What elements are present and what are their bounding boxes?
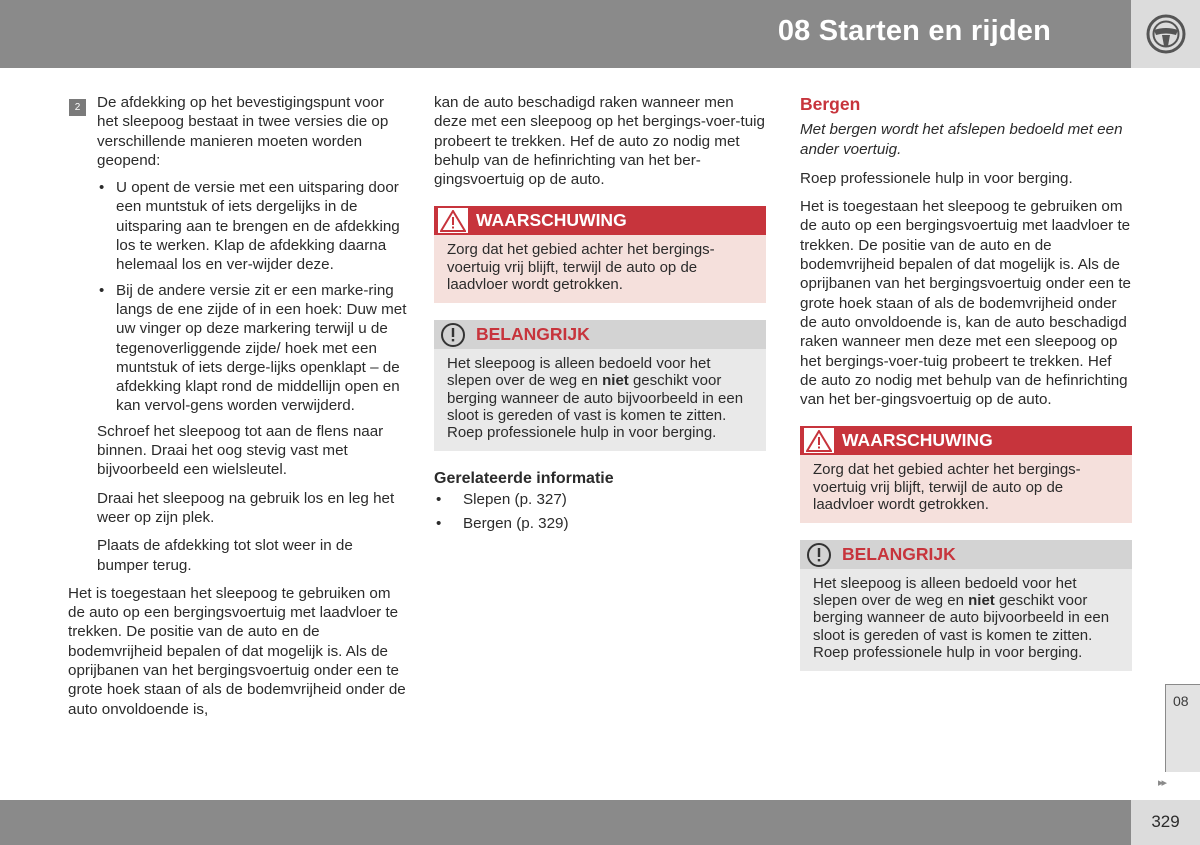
important-text-part: geschikt voor berging wanneer de auto bijvoorbeeld in een sloot is gereden of vast is komen te zitten. Roep professionele hulp in voor berging. — [447, 372, 744, 441]
related-list — [434, 490, 766, 533]
important-title: BELANGRIJK — [842, 543, 956, 564]
warning-header — [434, 206, 766, 235]
warning-text: Zorg dat het gebied achter het bergings-voertuig vrij blijft, terwijl de auto op de laadvloer wordt getrokken. — [800, 455, 1132, 523]
paragraph: Roep professionele hulp in voor berging. — [800, 169, 1073, 187]
exclamation-circle-icon — [438, 322, 468, 347]
related-link-slepen[interactable]: • Slepen (p. 327) — [434, 490, 766, 509]
step-2 — [68, 93, 408, 170]
paragraph: Plaats de afdekking tot slot weer in de bumper terug. — [97, 537, 353, 574]
important-box — [800, 540, 1132, 671]
important-header — [434, 320, 766, 349]
warning-text: Zorg dat het gebied achter het bergings-voertuig vrij blijft, terwijl de auto op de laadvloer wordt getrokken. — [434, 235, 766, 303]
paragraph: Het is toegestaan het sleepoog te gebruiken om de auto op een bergingsvoertuig met laadvloer te trekken. De positie van de auto en de bodemvrijheid bepalen of dat mogelijk is. Als de oprijbanen van het bergingsvoertuig onder een te grote hoek staan of als de bodemvrijheid onder de auto onvoldoende is, — [68, 584, 406, 718]
column-middle — [434, 93, 766, 537]
step-bullet-list — [68, 178, 408, 416]
column-right — [800, 93, 1132, 671]
step-number-badge: 2 — [69, 99, 86, 116]
paragraph: Draai het sleepoog na gebruik los en leg het weer op zijn plek. — [97, 489, 395, 526]
warning-triangle-icon — [438, 208, 468, 233]
double-chevron-right-icon: ▸▸ — [1158, 777, 1166, 789]
footer-bar — [0, 800, 1131, 845]
chapter-tab-label: 08 — [1173, 693, 1189, 709]
important-text — [434, 349, 766, 451]
chapter-side-tab[interactable] — [1165, 684, 1200, 772]
header-bar — [0, 0, 1131, 68]
steering-wheel-icon — [1145, 13, 1187, 55]
important-text-part: Het sleepoog is alleen bedoeld voor het slepen over de weg en — [447, 355, 711, 390]
step-text: De afdekking op het bevestigingspunt voor het sleepoog bestaat in twee versies die op verschillende manieren moeten worden geopend: — [97, 94, 389, 169]
important-text — [800, 569, 1132, 671]
page-number-box — [1131, 800, 1200, 845]
warning-box — [434, 206, 766, 303]
important-text-part: geschikt voor berging wanneer de auto bijvoorbeeld in een sloot is gereden of vast is komen te zitten. Roep professionele hulp in voor berging. — [813, 592, 1110, 661]
list-item: • U opent de versie met een uitsparing door een muntstuk of iets dergelijks in de uitsparing aan te brengen en de afdekking los te werken. Klap de afdekking daarna helemaal los en ver-wijder deze. — [97, 178, 408, 274]
warning-title: WAARSCHUWING — [476, 210, 627, 231]
chapter-title: 08 Starten en rijden — [777, 15, 1051, 47]
warning-box — [800, 426, 1132, 523]
warning-header — [800, 426, 1132, 455]
section-title: Bergen — [800, 94, 861, 114]
important-header — [800, 540, 1132, 569]
exclamation-circle-icon — [804, 542, 834, 567]
section-subtitle: Met bergen wordt het afslepen bedoeld met een ander voertuig. — [800, 121, 1123, 158]
related-heading: Gerelateerde informatie — [434, 470, 614, 488]
important-text-bold: niet — [602, 372, 629, 390]
important-title: BELANGRIJK — [476, 323, 590, 344]
paragraph: Het is toegestaan het sleepoog te gebruiken om de auto op een bergingsvoertuig met laadvloer te trekken. De positie van de auto en de bodemvrijheid bepalen of dat mogelijk is. Als de oprijbanen van het bergingsvoertuig onder een te grote hoek staan of als de bodemvrijheid onder de auto onvoldoende is, kan de auto beschadigd raken wanneer men deze met een sleepoog op het bergings-voer-tuig probeert te trekken. Hef de auto zo nodig met behulp van de hefinrichting van het ber-gingsvoertuig op de auto. — [800, 198, 1131, 409]
list-item: • Bij de andere versie zit er een marke-ring langs de ene zijde of in een hoek: Duw met uw vinger op deze markering terwijl u de tegenoverliggende zijde/ hoek met een muntstuk of iets derge-lijks openklapt – de afdekking klapt rond de middellijn open en kan vervol-gens worden verwijderd. — [97, 281, 408, 416]
chapter-icon-box — [1131, 0, 1200, 68]
warning-title: WAARSCHUWING — [842, 430, 993, 451]
paragraph: kan de auto beschadigd raken wanneer men deze met een sleepoog op het bergings-voer-tuig probeert te trekken. Hef de auto zo nodig met behulp van de hefinrichting van het ber-gingsvoertuig op de auto. — [434, 94, 765, 189]
column-left — [68, 93, 408, 728]
page-number: 329 — [1151, 812, 1180, 831]
warning-triangle-icon — [804, 428, 834, 453]
related-link-bergen[interactable]: • Bergen (p. 329) — [434, 514, 766, 533]
important-text-bold: niet — [968, 592, 995, 610]
important-text-part: Het sleepoog is alleen bedoeld voor het slepen over de weg en — [813, 575, 1077, 610]
important-box — [434, 320, 766, 451]
paragraph: Schroef het sleepoog tot aan de flens naar binnen. Draai het oog stevig vast met bijvoorbeeld een wielsleutel. — [97, 422, 384, 479]
